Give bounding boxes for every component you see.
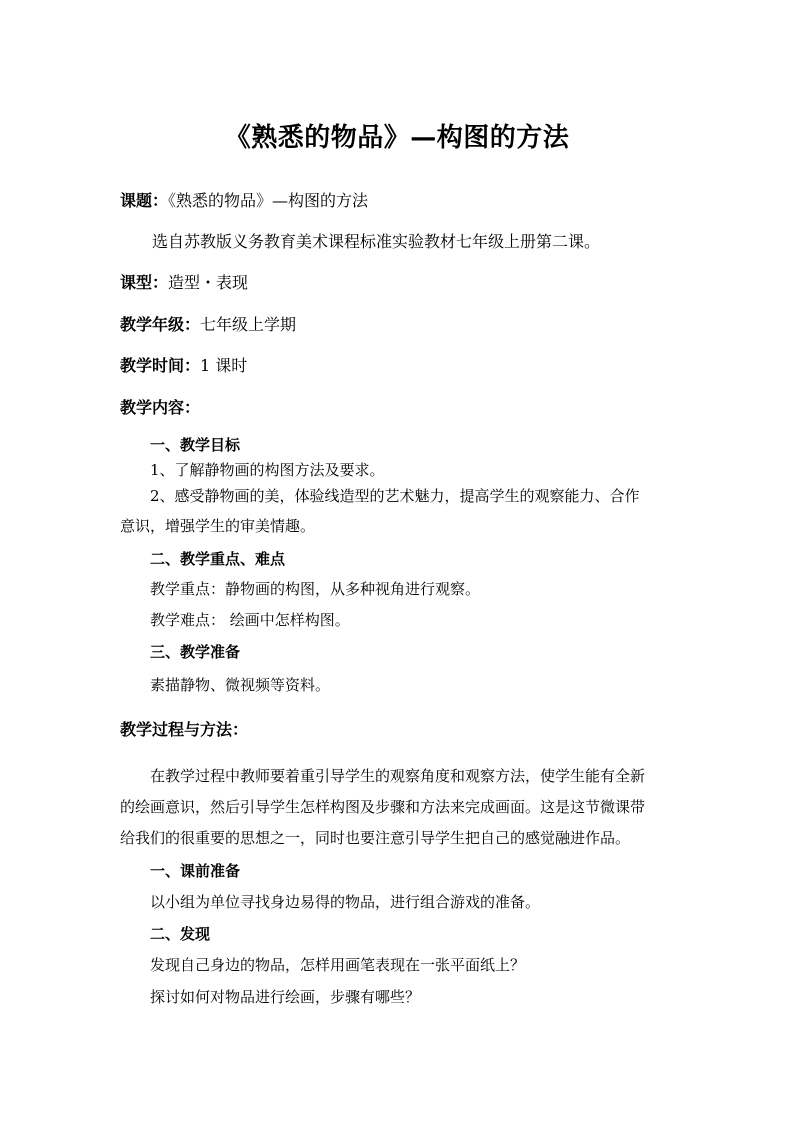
goal-item-1: 1、了解静物画的构图方法及要求。: [150, 461, 385, 479]
time-value: 1 课时: [200, 356, 248, 375]
goals-heading: 一、教学目标: [150, 436, 241, 454]
process-label: 教学过程与方法：: [120, 720, 249, 739]
grade-label: 教学年级：: [120, 315, 201, 334]
process-intro-line-3: 给我们的很重要的思想之一，同时也要注意引导学生把自己的感觉融进作品。: [120, 829, 631, 847]
grade-line: [120, 315, 296, 335]
process-intro-line-1: 在教学过程中教师要着重引导学生的观察角度和观察方法，使学生能有全新: [150, 767, 646, 785]
focus-key: 教学重点：静物画的构图，从多种视角进行观察。: [150, 580, 481, 598]
document-title: 《熟悉的物品》—构图的方法: [224, 123, 570, 153]
type-value: 造型・表现: [168, 273, 249, 292]
goal-item-2-cont: 意识，增强学生的审美情趣。: [120, 517, 316, 535]
discover-question-1: 发现自己身边的物品，怎样用画笔表现在一张平面纸上？: [150, 956, 526, 974]
preclass-heading: 一、课前准备: [150, 862, 241, 880]
discover-heading: 二、发现: [150, 925, 211, 943]
source-text: 选自苏教版义务教育美术课程标准实验教材七年级上册第二课。: [152, 232, 601, 251]
type-label: 课型：: [120, 273, 169, 292]
discover-question-2: 探讨如何对物品进行绘画，步骤有哪些？: [150, 988, 421, 1006]
topic-line: [120, 191, 368, 211]
focus-difficulty: 教学难点： 绘画中怎样构图。: [150, 611, 350, 629]
prep-heading: 三、教学准备: [150, 643, 241, 661]
time-label: 教学时间：: [120, 356, 201, 375]
topic-value: 《熟悉的物品》—构图的方法: [168, 191, 369, 210]
content-label: 教学内容：: [120, 398, 201, 417]
time-line: [120, 356, 247, 376]
goal-item-2: 2、感受静物画的美，体验线造型的艺术魅力，提高学生的观察能力、合作: [150, 487, 640, 505]
grade-value: 七年级上学期: [200, 315, 297, 334]
preclass-text: 以小组为单位寻找身边易得的物品，进行组合游戏的准备。: [150, 893, 541, 911]
prep-text: 素描静物、微视频等资料。: [150, 676, 331, 694]
topic-label: 课题：: [120, 191, 169, 210]
process-intro-line-2: 的绘画意识，然后引导学生怎样构图及步骤和方法来完成画面。这是这节微课带: [120, 798, 646, 816]
focus-heading: 二、教学重点、难点: [150, 550, 286, 568]
type-line: [120, 273, 248, 293]
